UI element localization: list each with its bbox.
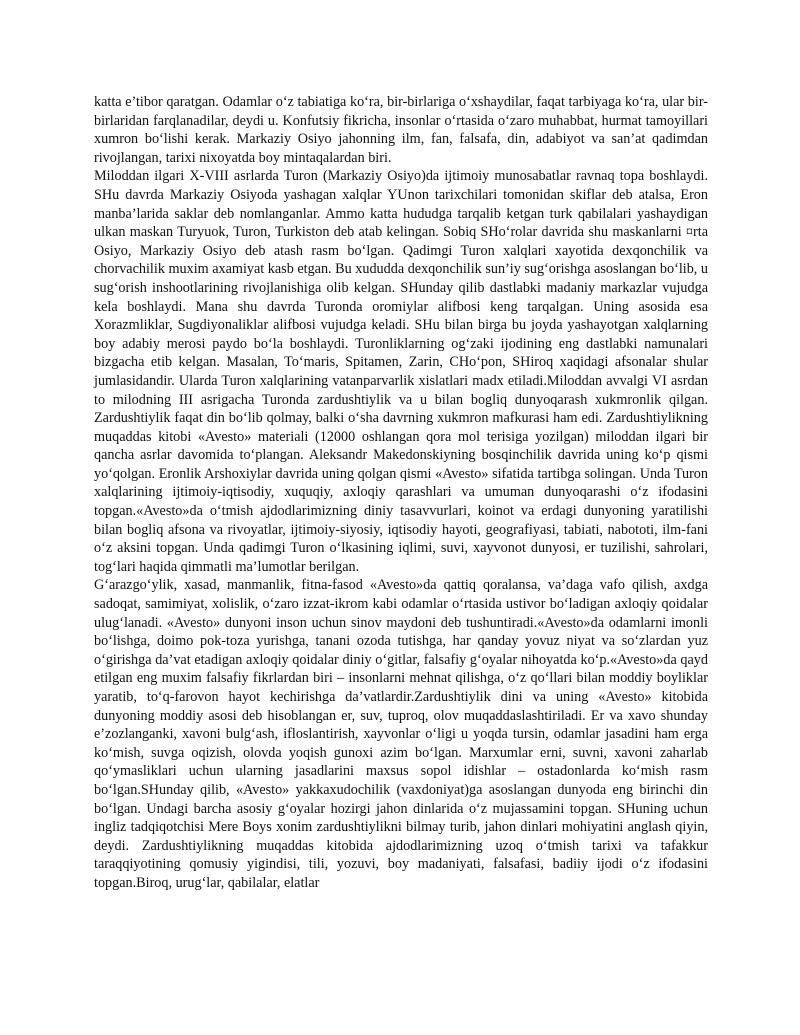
paragraph-2: Miloddan ilgari X-VIII asrlarda Turon (Markaziy Osiyo)da ijtimoiy munosabatlar ravnaq topa boshlaydi. SHu davrda Markaziy Osiyoda yashagan xalqlar YUnon tarixchilari tomonidan skiflar deb atalsa, Eron manba’larida saklar deb nomlanganlar. Ammo katta hududga tarqalib ketgan turk qabilalari yashaydigan ulkan maskan Turyuok, Turon, Turkiston deb atab kelingan. Sobiq SHo‘rolar davrida shu maskanlarni ¤rta Osiyo, Markaziy Osiyo deb atash rasm bo‘lgan. Qadimgi Turon xalqlari xayotida dexqonchilik va chorvachilik muxim axamiyat kasb etgan. Bu xududda dexqonchilik sun’iy sug‘orishga asoslangan bo‘lib, u sug‘orish inshootlarining rivojlanishiga olib kelgan. SHunday qilib dastlabki madaniy markazlar vujudga kela boshlaydi. Mana shu davrda Turonda oromiylar alifbosi keng tarqalgan. Uning asosida esa Xorazmliklar, Sugdiyonaliklar alifbosi vujudga keladi. SHu bilan birga bu joyda yashayotgan xalqlarning boy adabiy merosi paydo bo‘la boshlaydi. Turonliklarning og‘zaki ijodining eng dastlabki namunalari bizgacha etib kelgan. Masalan, To‘maris, Spitamen, Zarin, CHo‘pon, SHiroq xaqidagi afsonalar shular jumlasidandir. Ularda Turon xalqlarining vatanparvarlik xislatlari madx etiladi.Miloddan avvalgi VI asrdan to milodning III asrigacha Turonda zardushtiylik va u bilan bogliq dunyoqarash xukmronlik qilgan. Zardushtiylik faqat din bo‘lib qolmay, balki o‘sha davrning xukmron mafkurasi ham edi. Zardushtiylikning muqaddas kitobi «Avesto» materiali (12000 oshlangan qora mol terisiga yozilgan) miloddan ilgari bir qancha asrlar davomida to‘plangan. Aleksandr Makedonskiyning bosqinchilik davrida uning ko‘p qismi yo‘qolgan. Eronlik Arshoxiylar davrida uning qolgan qismi «Avesto» sifatida tartibga solingan. Unda Turon xalqlarining ijtimoiy-iqtisodiy, xuquqiy, axloqiy qarashlari va umuman dunyoqarashi o‘z ifodasini topgan.«Avesto»da o‘tmish ajdodlarimizning diniy tasavvurlari, koinot va erdagi dunyoning yaratilishi bilan bogliq afsona va rivoyatlar, ijtimoiy-siyosiy, iqtisodiy hayoti, geografiyasi, tabiati, nabototi, ilm-fani o‘z aksini topgan. Unda qadimgi Turon o‘lkasining iqlimi, suvi, xayvonot dunyosi, er tuzilishi, sahrolari, tog‘lari haqida qimmatli ma’lumotlar berilgan. [94,168,708,575]
paragraph-1: katta e’tibor qaratgan. Odamlar o‘z tabiatiga ko‘ra, bir-birlariga o‘xshaydilar, faqat tarbiyaga ko‘ra, ular bir-birlaridan farqlanadilar, deydi u. Konfutsiy fikricha, insonlar o‘rtasida o‘zaro muhabbat, hurmat tamoyillari xumron bo‘lishi kerak. Markaziy Osiyo jahonning ilm, fan, falsafa, din, adabiyot va san’at qadimdan rivojlangan, tarixi nixoyatda boy mintaqalardan biri. [94,94,708,166]
document-body [94,93,708,893]
paragraph-3: G‘arazgo‘ylik, xasad, manmanlik, fitna-fasod «Avesto»da qattiq qoralansa, va’daga vafo qilish, axdga sadoqat, samimiyat, xolislik, o‘zaro izzat-ikrom kabi odamlar o‘rtasida ustivor bo‘ladigan axloqiy qoidalar ulug‘lanadi. «Avesto» dunyoni inson uchun sinov maydoni deb tushuntiradi.«Avesto»da odamlarni imonli bo‘lishga, doimo pok-toza yurishga, tanani ozoda tutishga, har qanday yovuz niyat va so‘zlardan yuz o‘girishga da’vat etadigan axloqiy qoidalar diniy o‘gitlar, falsafiy g‘oyalar nihoyatda ko‘p.«Avesto»da qayd etilgan eng muxim falsafiy fikrlardan biri – insonlarni mehnat qilishga, o‘z qo‘llari bilan moddiy boyliklar yaratib, to‘q-farovon hayot kechirishga da’vatlardir.Zardushtiylik dini va uning «Avesto» kitobida dunyoning moddiy asosi deb hisoblangan er, suv, tuproq, olov muqaddaslashtiriladi. Er va xavo shunday e’zozlanganki, xavoni bulg‘ash, ifloslantirish, xayvonlar o‘ligi u yoqda tursin, odamlar jasadini ham erga ko‘mish, suvga oqizish, olovda yoqish gunoxi azim bo‘lgan. Marxumlar erni, suvni, xavoni zaharlab qo‘ymasliklari uchun ularning jasadlarini maxsus sopol idishlar – ostadonlarda ko‘mish rasm bo‘lgan.SHunday qilib, «Avesto» yakkaxudochilik (vaxdoniyat)ga asoslangan dunyoda eng birinchi din bo‘lgan. Undagi barcha asosiy g‘oyalar hozirgi jahon dinlarida o‘z mujassamini topgan. SHuning uchun ingliz tadqiqotchisi Mere Boys xonim zardushtiylikni bilmay turib, jahon dinlari mohiyatini anglash qiyin, deydi. Zardushtiylikning muqaddas kitobida ajdodlarimizning uzoq o‘tmish tarixi va tafakkur taraqqiyotining qomusiy yigindisi, tili, yozuvi, boy madaniyati, falsafasi, badiiy ijodi o‘z ifodasini topgan.Biroq, urug‘lar, qabilalar, elatlar [94,577,708,891]
